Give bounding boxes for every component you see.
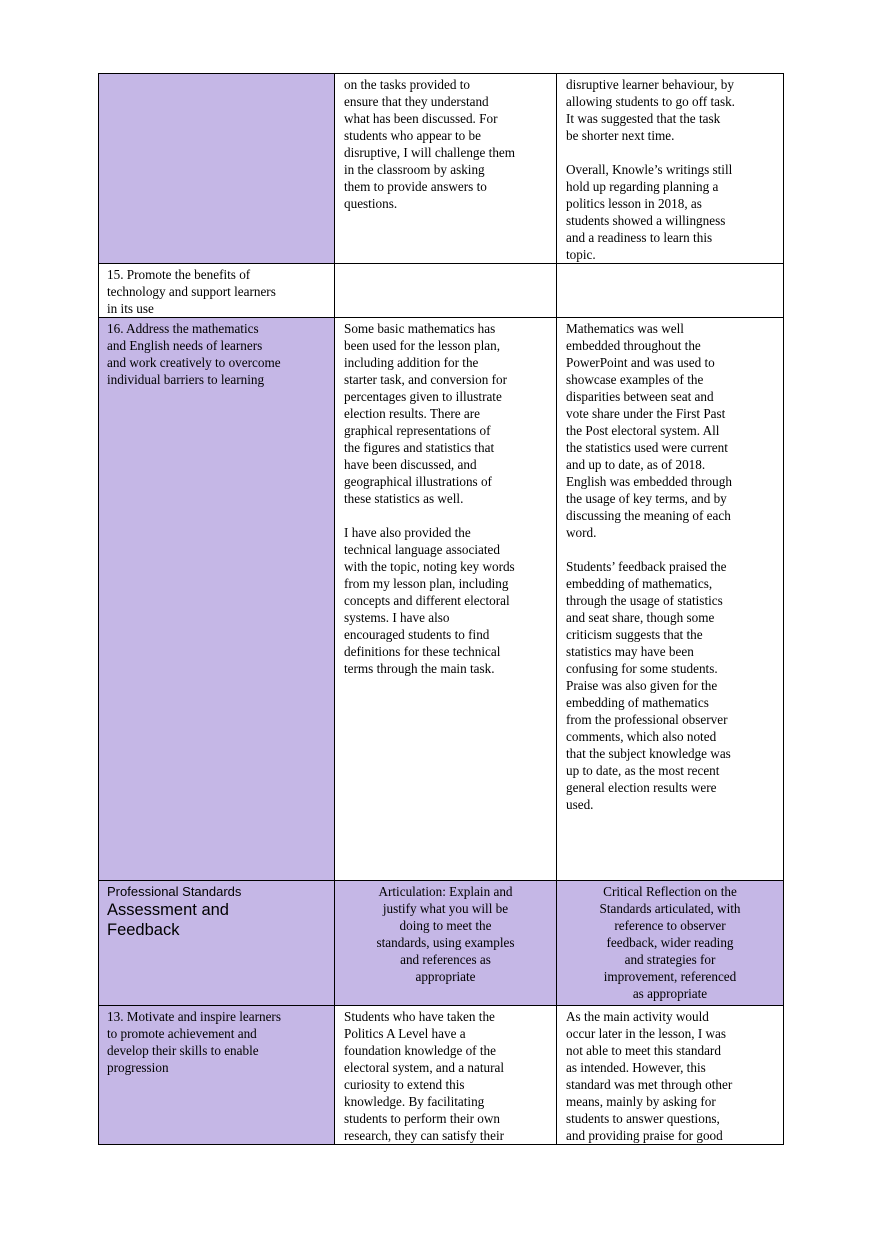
- paragraph: I have also provided the technical language associated with the topic, noting key words from my lesson plan, including concepts and different electoral systems. I have also encouraged students to find definitions for these technical terms through the main task.: [344, 525, 515, 676]
- standard-label: 13. Motivate and inspire learners to promote achievement and develop their skills to enable progression: [107, 1009, 281, 1075]
- reflection-cell: [557, 1006, 784, 1145]
- standard-cell: [99, 74, 335, 264]
- paragraph: Students’ feedback praised the embedding of mathematics, through the usage of statistics and seat share, though some criticism suggests that the statistics may have been confusing for some students. Praise was also given for the embedding of mathematics from the professional observer comments, which also noted that the subject knowledge was up to date, as the most recent general election results were used.: [566, 559, 731, 812]
- standards-table: [98, 73, 784, 1145]
- section-header-row: [99, 881, 784, 1006]
- reflection-header: Critical Reflection on the Standards articulated, with reference to observer feedback, wider reading and strategies for improvement, referenced as appropriate: [557, 881, 784, 1006]
- paragraph: on the tasks provided to ensure that they understand what has been discussed. For students who appear to be disruptive, I will challenge them in the classroom by asking them to provide answers to questions.: [344, 77, 516, 211]
- paragraph: As the main activity would occur later in the lesson, I was not able to meet this standard as intended. However, this standard was met through other means, mainly by asking for students to answer questions, and providing praise for good: [566, 1009, 733, 1143]
- standard-cell: [99, 1006, 335, 1145]
- reflection-cell: [557, 74, 784, 264]
- table-row: [99, 74, 784, 264]
- articulation-cell: [335, 264, 557, 318]
- paragraph: disruptive learner behaviour, by allowing students to go off task. It was suggested that the task be shorter next time.: [566, 77, 735, 143]
- paragraph: Overall, Knowle’s writings still hold up regarding planning a politics lesson in 2018, as students showed a willingness and a readiness to learn this topic.: [566, 162, 733, 262]
- articulation-cell: [335, 318, 557, 881]
- table-row: [99, 1006, 784, 1145]
- standard-label: 15. Promote the benefits of technology and support learners in its use: [107, 267, 276, 316]
- articulation-cell: [335, 74, 557, 264]
- articulation-header: Articulation: Explain and justify what you will be doing to meet the standards, using examples and references as appropriate: [335, 881, 557, 1006]
- reflection-cell: [557, 264, 784, 318]
- table-row: [99, 264, 784, 318]
- reflection-cell: [557, 318, 784, 881]
- standard-cell: [99, 318, 335, 881]
- section-small-label: Professional Standards: [107, 884, 242, 899]
- standard-cell: [99, 264, 335, 318]
- standard-label: 16. Address the mathematics and English needs of learners and work creatively to overcome individual barriers to learning: [107, 321, 281, 387]
- paragraph: Mathematics was well embedded throughout the PowerPoint and was used to showcase examples of the disparities between seat and vote share under the First Past the Post electoral system. All the statistics used were current and up to date, as of 2018. English was embedded through the usage of key terms, and by discussing the meaning of each word.: [566, 321, 732, 540]
- table-row: [99, 318, 784, 881]
- paragraph: Some basic mathematics has been used for the lesson plan, including addition for the starter task, and conversion for percentages given to illustrate election results. There are graphical representations of the figures and statistics that have been discussed, and geographical illustrations of these statistics as well.: [344, 321, 507, 506]
- section-title: Assessment and Feedback: [107, 901, 229, 939]
- paragraph: Students who have taken the Politics A Level have a foundation knowledge of the electoral system, and a natural curiosity to extend this knowledge. By facilitating students to perform their own research, they can satisfy their: [344, 1009, 505, 1143]
- articulation-cell: [335, 1006, 557, 1145]
- section-header-cell: [99, 881, 335, 1006]
